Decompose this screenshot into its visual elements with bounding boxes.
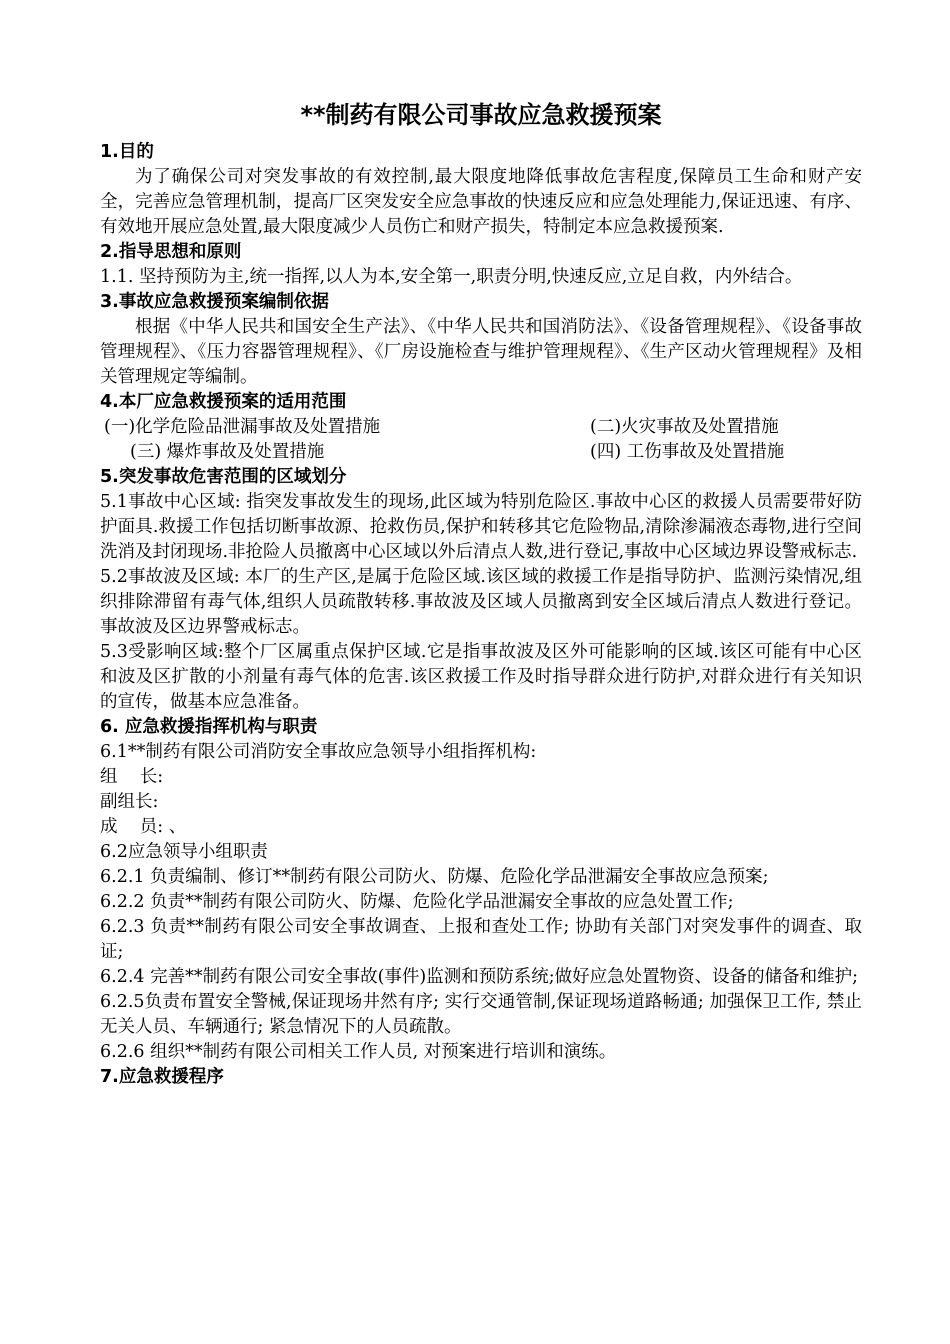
section-6-line: 6.2.1 负责编制、修订**制药有限公司防火、防爆、危险化学品泄漏安全事故应急预案; — [100, 867, 769, 887]
section-6-line: 6.2.5负责布置安全警械,保证现场井然有序; 实行交通管制,保证现场道路畅通; 加强保卫工作, 禁止无关人员、车辆通行; 紧急情况下的人员疏散。 — [100, 992, 862, 1037]
section-3-heading: 3.事故应急救援预案编制依据 — [100, 292, 329, 312]
scope-row-2 — [100, 440, 862, 465]
section-1-heading: 1.目的 — [100, 142, 154, 162]
section-5-heading: 5.突发事故危害范围的区域划分 — [100, 467, 347, 487]
section-1-body: 为了确保公司对突发事故的有效控制,最大限度地降低事故危害程度,保障员工生命和财产安全，完善应急管理机制，提高厂区突发安全应急事故的快速反应和应急处理能力,保证迅速、有序、有效地开展应急处置,最大限度减少人员伤亡和财产损失，特制定本应急救援预案. — [100, 167, 862, 237]
section-7-heading: 7.应急救援程序 — [100, 1067, 224, 1087]
section-6-line: 6.1**制药有限公司消防安全事故应急领导小组指挥机构: — [100, 742, 537, 762]
scope-item: (二)火灾事故及处置措施 — [590, 417, 779, 437]
scope-row-1 — [100, 415, 862, 440]
section-6-line: 6.2.6 组织**制药有限公司相关工作人员, 对预案进行培训和演练。 — [100, 1042, 617, 1062]
section-6-line: 成 员: 、 — [100, 817, 187, 837]
section-5-3: 5.3受影响区域:整个厂区属重点保护区域.它是指事故波及区外可能影响的区域.该区可能有中心区和波及区扩散的小剂量有毒气体的危害.该区救援工作及时指导群众进行防护,对群众进行有关知识的宣传，做基本应急准备。 — [100, 642, 862, 712]
section-6-line: 副组长: — [100, 792, 159, 812]
section-6-line: 6.2.2 负责**制药有限公司防火、防爆、危险化学品泄漏安全事故的应急处置工作; — [100, 892, 734, 912]
section-6-heading: 6. 应急救援指挥机构与职责 — [100, 717, 318, 737]
section-2-heading: 2.指导思想和原则 — [100, 242, 242, 262]
section-6-line: 6.2.4 完善**制药有限公司安全事故(事件)监测和预防系统;做好应急处置物资、设备的储备和维护; — [100, 967, 859, 987]
scope-item: (四) 工伤事故及处置措施 — [590, 442, 785, 462]
section-3-body: 根据《中华人民共和国安全生产法》、《中华人民共和国消防法》、《设备管理规程》、《设备事故管理规程》、《压力容器管理规程》、《厂房设施检查与维护管理规程》、《生产区动火管理规程》及相关管理规定等编制。 — [100, 317, 862, 387]
section-6-line: 6.2.3 负责**制药有限公司安全事故调查、上报和查处工作; 协助有关部门对突发事件的调查、取证; — [100, 917, 862, 962]
scope-item: (一)化学危险品泄漏事故及处置措施 — [104, 417, 381, 437]
page-title: **制药有限公司事故应急救援预案 — [300, 101, 662, 129]
document-page — [100, 98, 862, 1090]
section-6-line: 6.2应急领导小组职责 — [100, 842, 268, 862]
section-4-heading: 4.本厂应急救援预案的适用范围 — [100, 392, 347, 412]
section-5-1: 5.1事故中心区域: 指突发事故发生的现场,此区域为特别危险区.事故中心区的救援人员需要带好防护面具.救援工作包括切断事故源、抢救伤员,保护和转移其它危险物品,清除渗漏液态毒物,进行空间洗消及封闭现场.非抢险人员撤离中心区域以外后清点人数,进行登记,事故中心区域边界设警戒标志. — [100, 492, 862, 562]
section-2-body: 1.1. 坚持预防为主,统一指挥,以人为本,安全第一,职责分明,快速反应,立足自救，内外结合。 — [100, 267, 803, 287]
section-6-line: 组 长: — [100, 767, 164, 787]
scope-item: (三) 爆炸事故及处置措施 — [130, 442, 325, 462]
section-5-2: 5.2事故波及区域: 本厂的生产区,是属于危险区域.该区域的救援工作是指导防护、监测污染情况,组织排除滞留有毒气体,组织人员疏散转移.事故波及区域人员撤离到安全区域后清点人数进行登记。事故波及区边界警戒标志。 — [100, 567, 862, 637]
